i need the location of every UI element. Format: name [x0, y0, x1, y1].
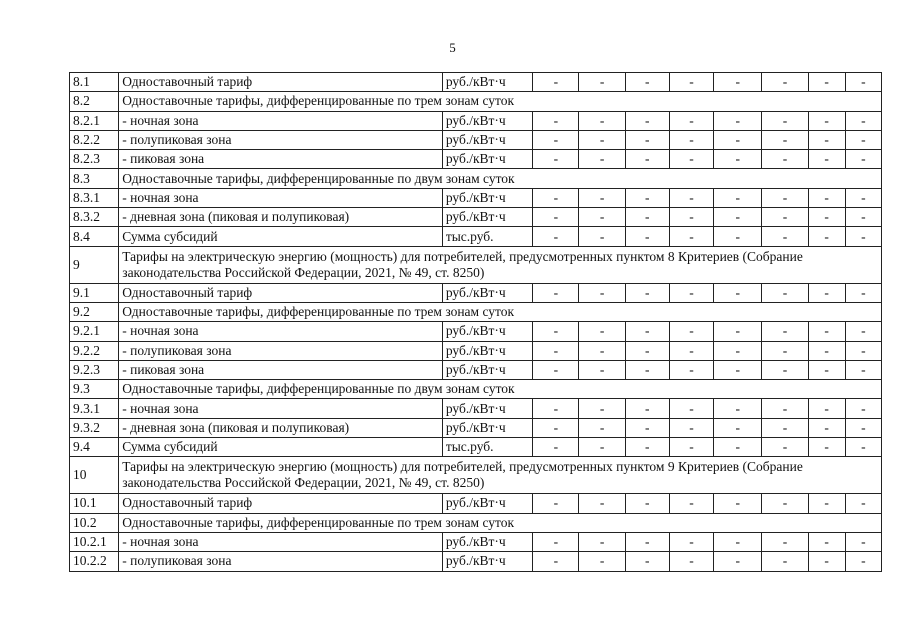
value-cell: - — [533, 360, 579, 379]
value-cell: - — [762, 208, 808, 227]
value-cell: - — [808, 188, 845, 207]
value-cell: - — [845, 73, 881, 92]
row-name: - ночная зона — [119, 111, 443, 130]
value-cell: - — [714, 283, 762, 302]
value-cell: - — [808, 322, 845, 341]
value-cell: - — [579, 341, 625, 360]
value-cell: - — [625, 111, 669, 130]
row-unit: руб./кВт·ч — [442, 360, 532, 379]
value-cell: - — [808, 418, 845, 437]
value-cell: - — [762, 552, 808, 571]
value-cell: - — [669, 360, 713, 379]
value-cell: - — [714, 111, 762, 130]
value-cell: - — [533, 438, 579, 457]
section-title: Тарифы на электрическую энергию (мощность) для потребителей, предусмотренных пунктом 9 Критериев (Собрание законодательства Российской Федерации, 2021, № 49, ст. 8250) — [119, 457, 882, 494]
value-cell: - — [579, 188, 625, 207]
value-cell: - — [579, 360, 625, 379]
row-name: - пиковая зона — [119, 150, 443, 169]
row-unit: руб./кВт·ч — [442, 150, 532, 169]
value-cell: - — [533, 111, 579, 130]
value-cell: - — [579, 438, 625, 457]
value-cell: - — [625, 399, 669, 418]
value-cell: - — [808, 494, 845, 513]
value-cell: - — [714, 322, 762, 341]
value-cell: - — [714, 208, 762, 227]
row-number: 10.2 — [70, 513, 119, 532]
value-cell: - — [762, 360, 808, 379]
table-row — [70, 283, 882, 302]
row-unit: руб./кВт·ч — [442, 73, 532, 92]
row-number: 8.3 — [70, 169, 119, 188]
value-cell: - — [625, 150, 669, 169]
row-number: 9.1 — [70, 283, 119, 302]
section-title: Одноставочные тарифы, дифференцированные по двум зонам суток — [119, 169, 882, 188]
value-cell: - — [845, 532, 881, 551]
value-cell: - — [669, 227, 713, 246]
row-number: 8.4 — [70, 227, 119, 246]
row-unit: тыс.руб. — [442, 438, 532, 457]
row-number: 9 — [70, 246, 119, 283]
row-number: 9.3 — [70, 380, 119, 399]
row-unit: руб./кВт·ч — [442, 322, 532, 341]
table-row — [70, 341, 882, 360]
table-row — [70, 513, 882, 532]
value-cell: - — [762, 418, 808, 437]
value-cell: - — [579, 418, 625, 437]
row-number: 8.3.1 — [70, 188, 119, 207]
row-number: 10 — [70, 457, 119, 494]
value-cell: - — [762, 438, 808, 457]
row-number: 8.1 — [70, 73, 119, 92]
value-cell: - — [762, 130, 808, 149]
value-cell: - — [808, 227, 845, 246]
value-cell: - — [625, 130, 669, 149]
table-row — [70, 418, 882, 437]
row-name: - пиковая зона — [119, 360, 443, 379]
row-unit: руб./кВт·ч — [442, 283, 532, 302]
row-number: 10.2.1 — [70, 532, 119, 551]
row-unit: руб./кВт·ч — [442, 188, 532, 207]
value-cell: - — [808, 208, 845, 227]
value-cell: - — [533, 399, 579, 418]
value-cell: - — [714, 494, 762, 513]
row-unit: руб./кВт·ч — [442, 208, 532, 227]
row-name: - полупиковая зона — [119, 130, 443, 149]
table-row — [70, 399, 882, 418]
value-cell: - — [845, 360, 881, 379]
table-row — [70, 380, 882, 399]
row-number: 9.3.2 — [70, 418, 119, 437]
value-cell: - — [714, 73, 762, 92]
value-cell: - — [762, 283, 808, 302]
value-cell: - — [714, 150, 762, 169]
value-cell: - — [762, 341, 808, 360]
value-cell: - — [669, 188, 713, 207]
row-number: 10.2.2 — [70, 552, 119, 571]
table-row — [70, 150, 882, 169]
row-unit: руб./кВт·ч — [442, 494, 532, 513]
section-title: Одноставочные тарифы, дифференцированные по трем зонам суток — [119, 513, 882, 532]
row-name: Сумма субсидий — [119, 438, 443, 457]
table-row — [70, 246, 882, 283]
value-cell: - — [762, 532, 808, 551]
value-cell: - — [533, 188, 579, 207]
table-row — [70, 438, 882, 457]
value-cell: - — [762, 399, 808, 418]
value-cell: - — [845, 111, 881, 130]
value-cell: - — [533, 322, 579, 341]
row-number: 8.2.3 — [70, 150, 119, 169]
value-cell: - — [808, 111, 845, 130]
row-name: Одноставочный тариф — [119, 73, 443, 92]
row-name: - дневная зона (пиковая и полупиковая) — [119, 418, 443, 437]
table-row — [70, 532, 882, 551]
value-cell: - — [533, 532, 579, 551]
value-cell: - — [533, 208, 579, 227]
value-cell: - — [533, 130, 579, 149]
value-cell: - — [625, 283, 669, 302]
row-unit: тыс.руб. — [442, 227, 532, 246]
row-unit: руб./кВт·ч — [442, 532, 532, 551]
value-cell: - — [808, 73, 845, 92]
value-cell: - — [579, 494, 625, 513]
value-cell: - — [845, 188, 881, 207]
value-cell: - — [669, 208, 713, 227]
value-cell: - — [762, 227, 808, 246]
value-cell: - — [845, 552, 881, 571]
value-cell: - — [762, 111, 808, 130]
section-title: Тарифы на электрическую энергию (мощность) для потребителей, предусмотренных пунктом 8 Критериев (Собрание законодательства Российской Федерации, 2021, № 49, ст. 8250) — [119, 246, 882, 283]
section-title: Одноставочные тарифы, дифференцированные по двум зонам суток — [119, 380, 882, 399]
value-cell: - — [579, 150, 625, 169]
value-cell: - — [625, 418, 669, 437]
value-cell: - — [845, 283, 881, 302]
value-cell: - — [808, 438, 845, 457]
value-cell: - — [845, 399, 881, 418]
value-cell: - — [669, 73, 713, 92]
value-cell: - — [714, 360, 762, 379]
value-cell: - — [579, 283, 625, 302]
value-cell: - — [808, 150, 845, 169]
value-cell: - — [714, 188, 762, 207]
value-cell: - — [762, 322, 808, 341]
value-cell: - — [625, 208, 669, 227]
value-cell: - — [845, 322, 881, 341]
row-number: 9.2.3 — [70, 360, 119, 379]
value-cell: - — [714, 438, 762, 457]
table-row — [70, 457, 882, 494]
value-cell: - — [533, 418, 579, 437]
table-row — [70, 322, 882, 341]
value-cell: - — [579, 552, 625, 571]
value-cell: - — [714, 552, 762, 571]
value-cell: - — [669, 283, 713, 302]
value-cell: - — [669, 552, 713, 571]
value-cell: - — [579, 227, 625, 246]
table-row — [70, 73, 882, 92]
table-row — [70, 111, 882, 130]
value-cell: - — [808, 360, 845, 379]
row-number: 8.3.2 — [70, 208, 119, 227]
row-name: - дневная зона (пиковая и полупиковая) — [119, 208, 443, 227]
value-cell: - — [845, 494, 881, 513]
value-cell: - — [669, 341, 713, 360]
table-row — [70, 208, 882, 227]
row-number: 8.2 — [70, 92, 119, 111]
value-cell: - — [714, 227, 762, 246]
value-cell: - — [669, 399, 713, 418]
value-cell: - — [762, 188, 808, 207]
value-cell: - — [669, 438, 713, 457]
section-title: Одноставочные тарифы, дифференцированные по трем зонам суток — [119, 92, 882, 111]
table-row — [70, 360, 882, 379]
table-row — [70, 552, 882, 571]
value-cell: - — [714, 130, 762, 149]
section-title: Одноставочные тарифы, дифференцированные по трем зонам суток — [119, 302, 882, 321]
value-cell: - — [533, 227, 579, 246]
value-cell: - — [625, 341, 669, 360]
value-cell: - — [714, 418, 762, 437]
value-cell: - — [669, 111, 713, 130]
table-row — [70, 302, 882, 321]
value-cell: - — [808, 283, 845, 302]
value-cell: - — [669, 418, 713, 437]
row-name: Сумма субсидий — [119, 227, 443, 246]
value-cell: - — [845, 227, 881, 246]
row-number: 9.4 — [70, 438, 119, 457]
value-cell: - — [845, 208, 881, 227]
value-cell: - — [845, 418, 881, 437]
value-cell: - — [579, 532, 625, 551]
value-cell: - — [669, 532, 713, 551]
row-name: - полупиковая зона — [119, 552, 443, 571]
table-row — [70, 188, 882, 207]
row-name: - ночная зона — [119, 532, 443, 551]
table-row — [70, 494, 882, 513]
row-number: 9.2.1 — [70, 322, 119, 341]
value-cell: - — [669, 322, 713, 341]
row-unit: руб./кВт·ч — [442, 418, 532, 437]
value-cell: - — [625, 73, 669, 92]
table-row — [70, 227, 882, 246]
page-number: 5 — [449, 40, 456, 55]
value-cell: - — [625, 227, 669, 246]
value-cell: - — [533, 283, 579, 302]
value-cell: - — [625, 494, 669, 513]
row-number: 10.1 — [70, 494, 119, 513]
row-number: 9.2.2 — [70, 341, 119, 360]
value-cell: - — [625, 438, 669, 457]
value-cell: - — [625, 322, 669, 341]
row-unit: руб./кВт·ч — [442, 399, 532, 418]
value-cell: - — [579, 130, 625, 149]
value-cell: - — [579, 111, 625, 130]
value-cell: - — [714, 341, 762, 360]
value-cell: - — [808, 341, 845, 360]
value-cell: - — [669, 130, 713, 149]
value-cell: - — [579, 208, 625, 227]
value-cell: - — [625, 188, 669, 207]
row-number: 9.2 — [70, 302, 119, 321]
row-unit: руб./кВт·ч — [442, 552, 532, 571]
value-cell: - — [845, 130, 881, 149]
value-cell: - — [533, 494, 579, 513]
value-cell: - — [533, 341, 579, 360]
row-unit: руб./кВт·ч — [442, 111, 532, 130]
row-number: 9.3.1 — [70, 399, 119, 418]
row-number: 8.2.2 — [70, 130, 119, 149]
value-cell: - — [808, 399, 845, 418]
row-name: Одноставочный тариф — [119, 494, 443, 513]
value-cell: - — [808, 130, 845, 149]
table-row — [70, 92, 882, 111]
row-name: - полупиковая зона — [119, 341, 443, 360]
table-row — [70, 130, 882, 149]
row-name: - ночная зона — [119, 322, 443, 341]
value-cell: - — [533, 552, 579, 571]
row-unit: руб./кВт·ч — [442, 130, 532, 149]
value-cell: - — [625, 360, 669, 379]
value-cell: - — [808, 532, 845, 551]
value-cell: - — [533, 73, 579, 92]
row-name: Одноставочный тариф — [119, 283, 443, 302]
row-name: - ночная зона — [119, 188, 443, 207]
value-cell: - — [762, 494, 808, 513]
row-name: - ночная зона — [119, 399, 443, 418]
value-cell: - — [579, 73, 625, 92]
value-cell: - — [845, 341, 881, 360]
value-cell: - — [579, 322, 625, 341]
table-row — [70, 169, 882, 188]
value-cell: - — [669, 150, 713, 169]
value-cell: - — [625, 552, 669, 571]
value-cell: - — [669, 494, 713, 513]
tariff-table — [69, 72, 882, 572]
value-cell: - — [762, 73, 808, 92]
value-cell: - — [845, 438, 881, 457]
value-cell: - — [845, 150, 881, 169]
value-cell: - — [579, 399, 625, 418]
value-cell: - — [762, 150, 808, 169]
row-unit: руб./кВт·ч — [442, 341, 532, 360]
row-number: 8.2.1 — [70, 111, 119, 130]
value-cell: - — [714, 399, 762, 418]
value-cell: - — [808, 552, 845, 571]
value-cell: - — [714, 532, 762, 551]
value-cell: - — [625, 532, 669, 551]
value-cell: - — [533, 150, 579, 169]
